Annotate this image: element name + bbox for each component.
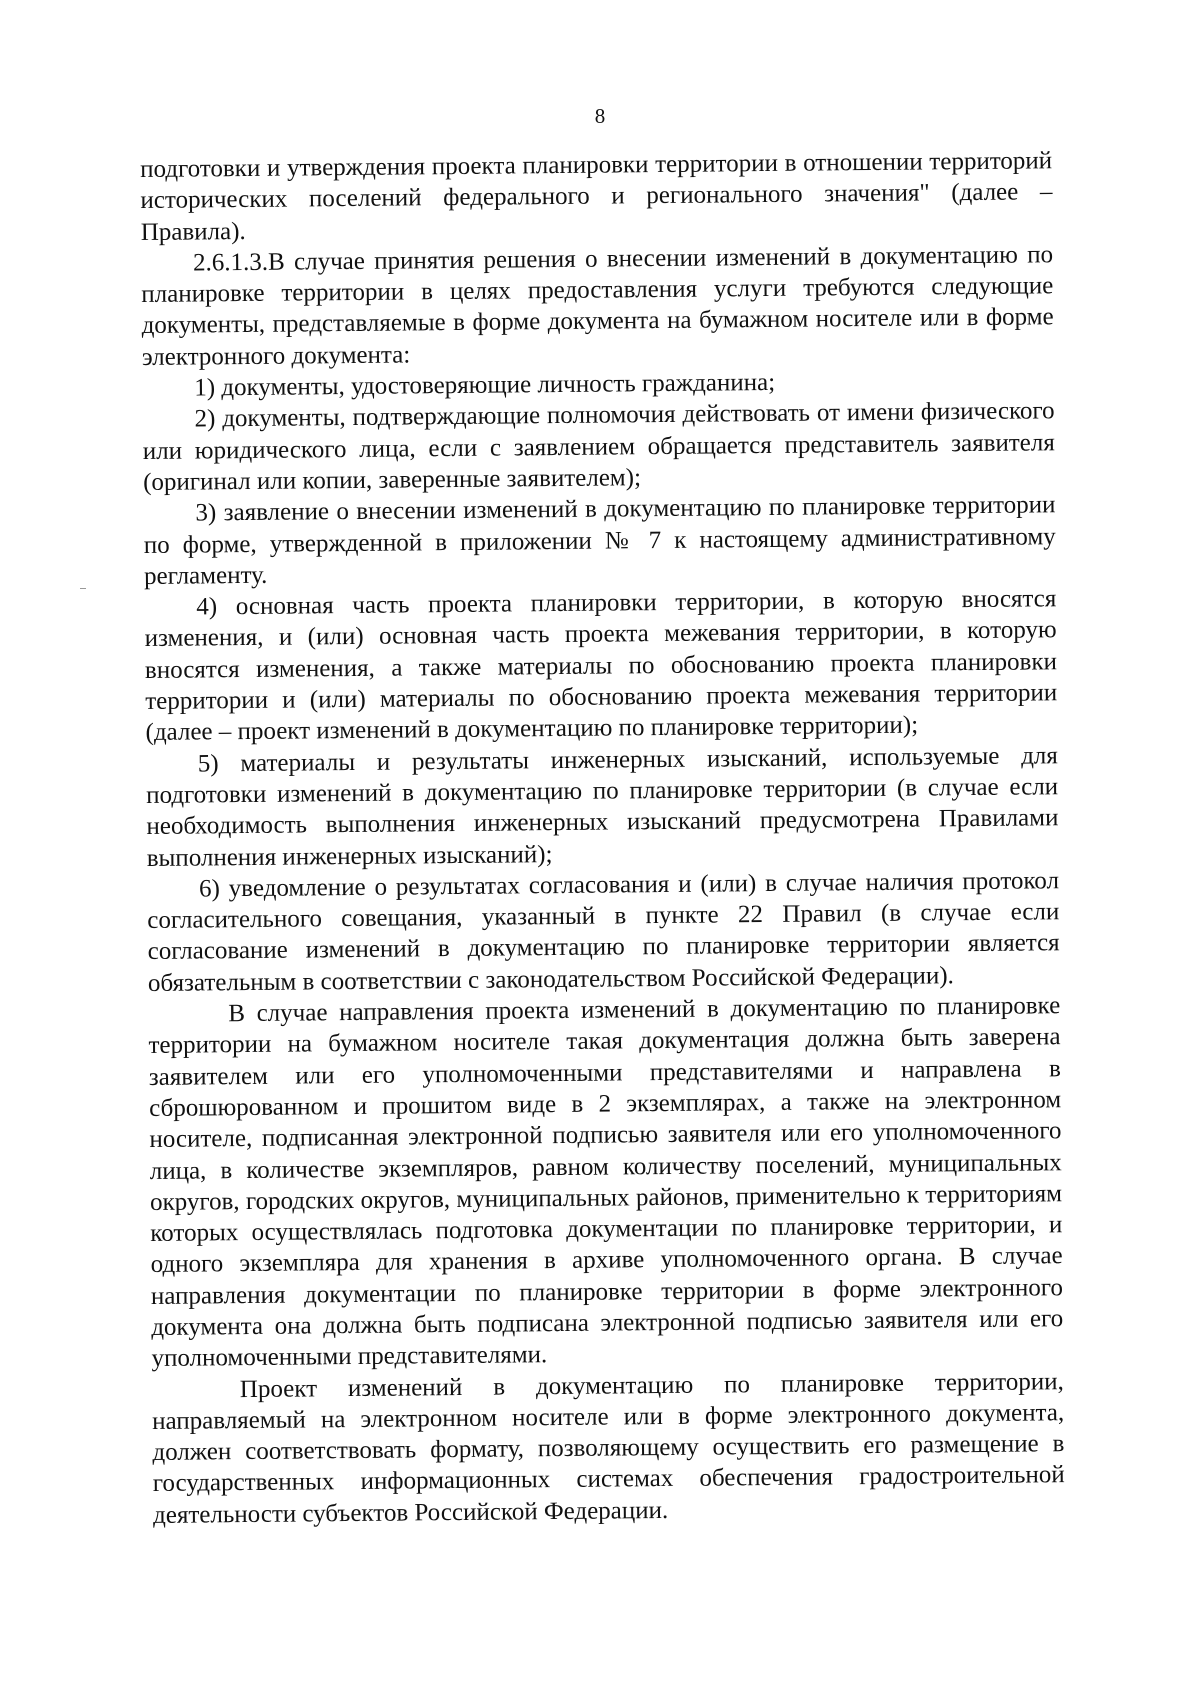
margin-mark <box>80 588 86 589</box>
list-item-4: 4) основная часть проекта планировки территории, в которую вносятся изменения, и (или) основная часть проекта межевания территории, в которую вносятся изменения, а также материалы по обоснованию проекта планировки территории и (или) материалы по обоснованию проекта межевания территории (далее – проект изменений в документацию по планировке территории); <box>144 585 1058 747</box>
paragraph-section-2-6-1-3: 2.6.1.3.В случае принятия решения о внесении изменений в документацию по планировке территории в целях предоставления услуги требуются следующие документы, представляемые в форме документа на бумажном носителе или в форме электронного документа: <box>141 241 1054 371</box>
list-item-5: 5) материалы и результаты инженерных изысканий, используемые для подготовки изменений в документацию по планировке территории (в случае если необходимость выполнения инженерных изысканий предусмотрена Правилами выполнения инженерных изысканий); <box>146 741 1059 872</box>
list-item-3: 3) заявление о внесении изменений в документацию по планировке территории по форме, утвержденной в приложении № 7 к настоящему административному регламенту. <box>143 491 1056 590</box>
page-number: 8 <box>594 104 606 128</box>
document-body <box>140 145 1065 1531</box>
list-item-1: 1) документы, удостоверяющие личность гражданина; <box>194 368 776 402</box>
paragraph-continuation: подготовки и утверждения проекта планировки территории в отношении территорий исторических поселений федерального и регионального значения" (далее – Правила). <box>140 147 1053 246</box>
paragraph-paper-submission: В случае направления проекта изменений в документацию по планировке территории на бумажном носителе такая документация должна быть заверена заявителем или его уполномоченными представителями и направлена в сброшюрованном и прошитом виде в 2 экземплярах, а также на электронном носителе, подписанная электронной подписью заявителя или его уполномоченного лица, в количестве экземпляров, равном количеству поселений, муниципальных округов, городских округов, муниципальных районов, применительно к территориям которых осуществлялась подготовка документации по планировке территории, и одного экземпляра для хранения в архиве уполномоченного органа. В случае направления документации по планировке территории в форме электронного документа она должна быть подписана электронной подписью заявителя или его уполномоченными представителями. <box>148 992 1064 1373</box>
list-item-6: 6) уведомление о результатах согласования и (или) в случае наличия протокол согласительного совещания, указанный в пункте 22 Правил (в случае если согласование изменений в документацию по планировке территории является обязательным в соответствии с законодательством Российской Федерации). <box>147 867 1060 997</box>
list-item-2: 2) документы, подтверждающие полномочия действовать от имени физического или юридического лица, если с заявлением обращается представитель заявителя (оригинал или копии, заверенные заявителем); <box>142 397 1055 496</box>
paragraph-electronic-format: Проект изменений в документацию по планировке территории, направляемый на электронном носителе или в форме электронного документа, должен соответствовать формату, позволяющему осуществить его размещение в государственных информационных системах обеспечения градостроительной деятельности субъектов Российской Федерации. <box>152 1367 1065 1529</box>
